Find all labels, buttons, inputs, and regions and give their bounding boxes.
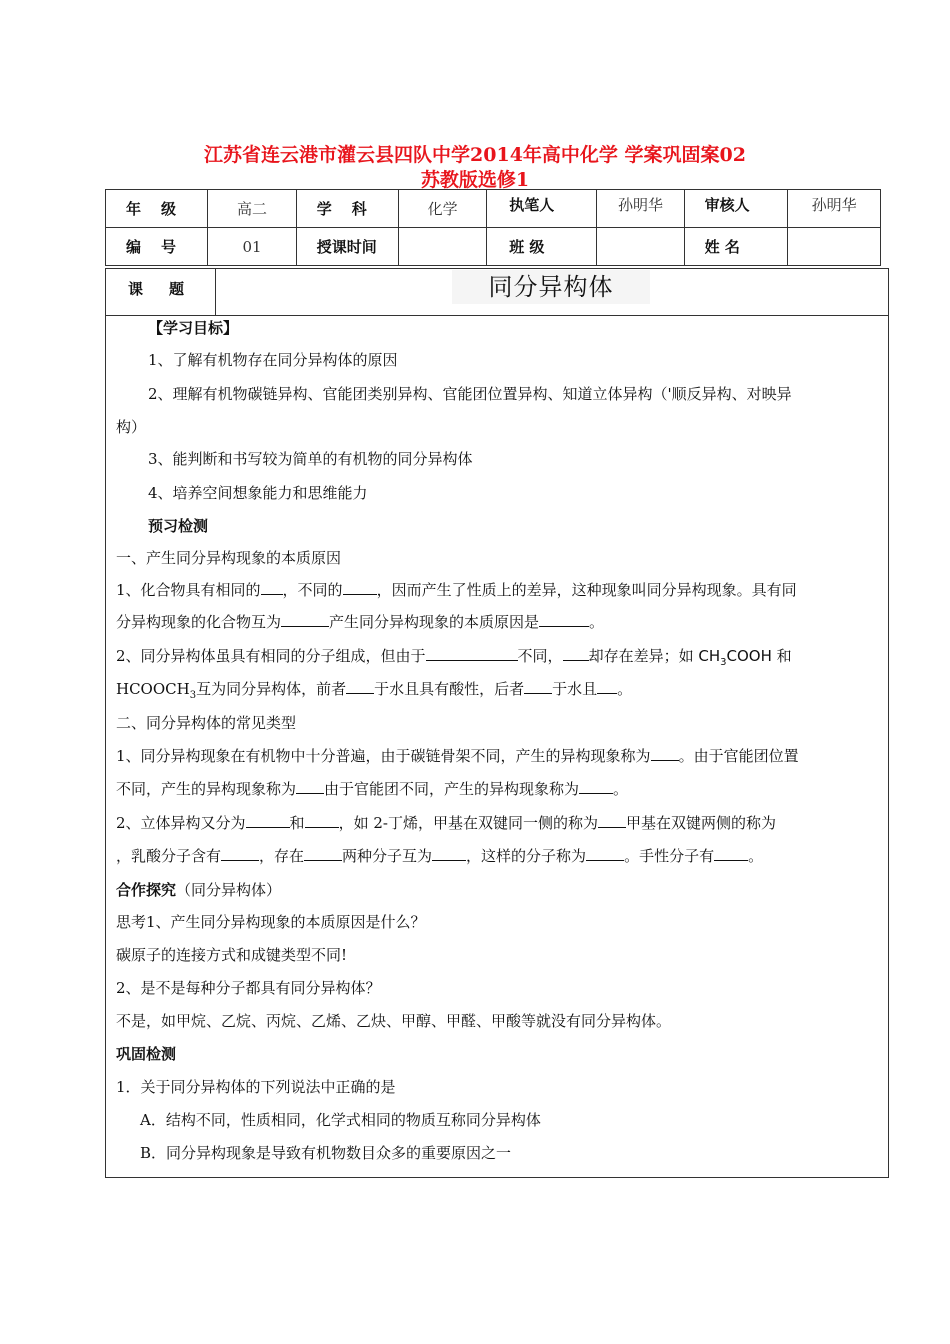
subscript: 3	[720, 657, 727, 668]
option-a: A．结构不同，性质相同，化学式相同的物质互称同分异构体	[140, 1111, 541, 1129]
time-label: 授课时间	[296, 228, 398, 266]
grade-label: 年级	[106, 190, 208, 228]
text: 不同，产生的异构现象称为	[116, 780, 297, 798]
text: 却存在差异；如	[588, 647, 699, 665]
author-label: 执笔人	[487, 190, 597, 228]
explore-heading: 合作探究	[116, 881, 177, 899]
blank	[598, 813, 626, 828]
subscript: 3	[189, 690, 197, 701]
blank	[305, 813, 339, 828]
text: 1、化合物具有相同的	[116, 581, 261, 599]
class-value	[597, 228, 684, 266]
text: 。由于官能团位置	[678, 747, 799, 765]
consolidate-heading: 巩固检测	[116, 1045, 177, 1063]
text: 于水且具有酸性，后者	[374, 680, 525, 698]
text: 于水且	[552, 680, 598, 698]
name-value	[788, 228, 881, 266]
blank	[432, 846, 466, 861]
text: 。手性分子有	[624, 847, 715, 865]
formula: HCOOCH	[116, 680, 190, 698]
text: 。	[748, 847, 764, 865]
blank	[221, 846, 259, 861]
blank	[261, 580, 283, 595]
paragraph	[116, 612, 886, 632]
explore-heading-line	[116, 880, 886, 900]
reviewer-label: 审核人	[684, 190, 788, 228]
text: 产生同分异构现象的本质原因是	[329, 613, 540, 631]
blank	[426, 646, 518, 661]
blank	[246, 813, 290, 828]
reviewer-value: 孙明华	[788, 190, 881, 228]
text: ，如 2-丁烯，甲基在双键同一侧的称为	[338, 814, 598, 832]
text: 由于官能团不同，产生的异构现象称为	[324, 780, 580, 798]
text: ，这样的分子称为	[466, 847, 587, 865]
blank	[651, 746, 679, 761]
class-label: 班 级	[487, 228, 597, 266]
paragraph	[116, 679, 886, 706]
paragraph	[116, 746, 886, 766]
text: 两种分子互为	[342, 847, 433, 865]
goals-heading: 【学习目标】	[148, 319, 239, 337]
explore-heading-note: （同分异构体）	[176, 881, 282, 899]
blank	[579, 779, 613, 794]
text: ，乳酸分子含有	[116, 847, 222, 865]
paragraph	[116, 813, 886, 833]
goal-2: 2、理解有机物碳链异构、官能团类别异构、官能团位置异构、知道立体异构（'顺反异构、对映异	[148, 385, 792, 403]
explore-q2: 2、是不是每种分子都具有同分异构体？	[116, 979, 381, 997]
text: 甲基在双键两侧的称为	[625, 814, 776, 832]
header-table	[105, 189, 881, 266]
blank	[539, 612, 589, 627]
blank	[563, 646, 589, 661]
subject-value: 化学	[399, 190, 487, 228]
subject-label: 学科	[296, 190, 398, 228]
blank	[346, 679, 374, 694]
doc-title-line1: 江苏省连云港市灌云县四队中学2014年高中化学 学案巩固案02	[204, 144, 746, 166]
topic-value: 同分异构体	[452, 270, 650, 304]
text: 不同，	[517, 647, 563, 665]
blank	[281, 612, 329, 627]
time-value	[399, 228, 487, 266]
formula: CH	[698, 647, 721, 665]
blank	[343, 580, 377, 595]
author-value: 孙明华	[597, 190, 684, 228]
goal-4: 4、培养空间想象能力和思维能力	[148, 484, 368, 502]
section-1-title: 一、产生同分异构现象的本质原因	[116, 549, 342, 567]
blank	[524, 679, 552, 694]
text: 和	[289, 814, 305, 832]
text: 2、立体异构又分为	[116, 814, 246, 832]
text: 互为同分异构体，前者	[196, 680, 347, 698]
text: 。	[617, 680, 633, 698]
text: 分异构现象的化合物互为	[116, 613, 282, 631]
paragraph	[116, 779, 886, 799]
section-2-title: 二、同分异构体的常见类型	[116, 714, 297, 732]
option-b: B．同分异构现象是导致有机物数目众多的重要原因之一	[140, 1144, 512, 1162]
goal-1: 1、了解有机物存在同分异构体的原因	[148, 351, 398, 369]
blank	[586, 846, 624, 861]
doc-title-line2: 苏教版选修1	[420, 169, 530, 191]
text: 。	[589, 613, 605, 631]
grade-value: 高二	[208, 190, 296, 228]
blank	[304, 846, 342, 861]
consolidate-q1: 1．关于同分异构体的下列说法中正确的是	[116, 1078, 396, 1096]
number-label: 编号	[106, 228, 208, 266]
topic-label: 课题	[106, 269, 216, 315]
name-label: 姓 名	[684, 228, 788, 266]
blank	[597, 679, 617, 694]
text: 和	[771, 647, 792, 665]
number-value: 01	[208, 228, 296, 266]
explore-a2: 不是，如甲烷、乙烷、丙烷、乙烯、乙炔、甲醇、甲醛、甲酸等就没有同分异构体。	[116, 1012, 672, 1030]
preview-heading: 预习检测	[148, 517, 209, 535]
formula: COOH	[726, 647, 772, 665]
explore-q1: 思考1、产生同分异构现象的本质原因是什么？	[116, 913, 426, 931]
goal-3: 3、能判断和书写较为简单的有机物的同分异构体	[148, 450, 473, 468]
text: 2、同分异构体虽具有相同的分子组成，但由于	[116, 647, 426, 665]
blank	[714, 846, 748, 861]
explore-a1: 碳原子的连接方式和成键类型不同!	[116, 946, 348, 964]
text: 1、同分异构现象在有机物中十分普遍，由于碳链骨架不同，产生的异构现象称为	[116, 747, 651, 765]
text: 。	[613, 780, 629, 798]
text: ，因而产生了性质上的差异，这种现象叫同分异构现象。具有同	[376, 581, 797, 599]
goal-2-cont: 构）	[116, 418, 147, 436]
text: ，存在	[259, 847, 305, 865]
paragraph	[116, 646, 886, 673]
text: ，不同的	[282, 581, 343, 599]
paragraph	[116, 846, 886, 866]
paragraph	[116, 580, 886, 600]
blank	[296, 779, 324, 794]
